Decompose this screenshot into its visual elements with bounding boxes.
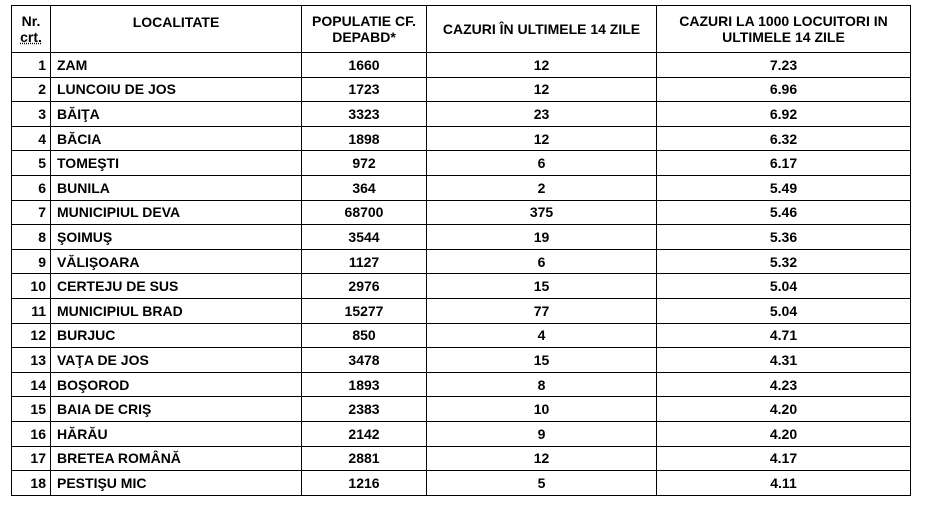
header-row — [12, 6, 911, 53]
cell-cazuri: 5 — [427, 471, 657, 496]
cell-rata: 6.17 — [657, 151, 911, 176]
table-row — [12, 53, 911, 78]
cell-populatie: 1660 — [302, 53, 427, 78]
cell-rata: 4.23 — [657, 372, 911, 397]
header-localitate: LOCALITATE — [51, 6, 302, 53]
cell-populatie: 364 — [302, 175, 427, 200]
table-row — [12, 372, 911, 397]
table-row — [12, 200, 911, 225]
cell-populatie: 15277 — [302, 298, 427, 323]
cell-cazuri: 4 — [427, 323, 657, 348]
cell-rata: 4.17 — [657, 446, 911, 471]
cell-localitate: BOŞOROD — [51, 372, 302, 397]
cell-cazuri: 8 — [427, 372, 657, 397]
cell-nr: 3 — [12, 102, 51, 127]
cell-localitate: ŞOIMUŞ — [51, 225, 302, 250]
cell-rata: 4.31 — [657, 348, 911, 373]
cell-cazuri: 12 — [427, 446, 657, 471]
cell-nr: 7 — [12, 200, 51, 225]
table-row — [12, 274, 911, 299]
table-row — [12, 421, 911, 446]
cell-localitate: HĂRĂU — [51, 421, 302, 446]
cell-nr: 2 — [12, 77, 51, 102]
cell-nr: 12 — [12, 323, 51, 348]
cell-localitate: TOMEŞTI — [51, 151, 302, 176]
cell-nr: 17 — [12, 446, 51, 471]
table-row — [12, 175, 911, 200]
cell-localitate: ZAM — [51, 53, 302, 78]
cell-populatie: 2383 — [302, 397, 427, 422]
cell-rata: 6.32 — [657, 126, 911, 151]
cell-nr: 10 — [12, 274, 51, 299]
cell-populatie: 3544 — [302, 225, 427, 250]
cell-localitate: BĂIŢA — [51, 102, 302, 127]
cell-nr: 1 — [12, 53, 51, 78]
cell-localitate: PESTIŞU MIC — [51, 471, 302, 496]
cell-cazuri: 6 — [427, 151, 657, 176]
cell-populatie: 1723 — [302, 77, 427, 102]
cell-localitate: BURJUC — [51, 323, 302, 348]
cell-nr: 11 — [12, 298, 51, 323]
cell-populatie: 850 — [302, 323, 427, 348]
cell-rata: 4.20 — [657, 421, 911, 446]
cell-cazuri: 15 — [427, 348, 657, 373]
cell-cazuri: 10 — [427, 397, 657, 422]
cell-localitate: VAŢA DE JOS — [51, 348, 302, 373]
cell-nr: 15 — [12, 397, 51, 422]
localities-table — [11, 5, 911, 496]
cell-populatie: 972 — [302, 151, 427, 176]
header-nr-line1: Nr. — [21, 13, 41, 29]
cell-populatie: 2881 — [302, 446, 427, 471]
cell-cazuri: 6 — [427, 249, 657, 274]
header-populatie: POPULATIE CF. DEPABD* — [302, 6, 427, 53]
cell-cazuri: 23 — [427, 102, 657, 127]
table-row — [12, 249, 911, 274]
cell-localitate: MUNICIPIUL BRAD — [51, 298, 302, 323]
cell-rata: 6.92 — [657, 102, 911, 127]
cell-localitate: BUNILA — [51, 175, 302, 200]
cell-nr: 6 — [12, 175, 51, 200]
cell-rata: 4.11 — [657, 471, 911, 496]
cell-localitate: MUNICIPIUL DEVA — [51, 200, 302, 225]
cell-populatie: 1898 — [302, 126, 427, 151]
cell-rata: 5.36 — [657, 225, 911, 250]
cell-localitate: BRETEA ROMÂNĂ — [51, 446, 302, 471]
cell-cazuri: 12 — [427, 53, 657, 78]
cell-cazuri: 12 — [427, 77, 657, 102]
cell-rata: 5.46 — [657, 200, 911, 225]
cell-nr: 13 — [12, 348, 51, 373]
cell-localitate: BAIA DE CRIŞ — [51, 397, 302, 422]
cell-cazuri: 375 — [427, 200, 657, 225]
cell-populatie: 2142 — [302, 421, 427, 446]
cell-populatie: 2976 — [302, 274, 427, 299]
table-row — [12, 102, 911, 127]
cell-rata: 5.49 — [657, 175, 911, 200]
header-nr — [12, 6, 51, 53]
cell-rata: 5.04 — [657, 274, 911, 299]
table-row — [12, 77, 911, 102]
cell-populatie: 3323 — [302, 102, 427, 127]
cell-nr: 9 — [12, 249, 51, 274]
cell-cazuri: 77 — [427, 298, 657, 323]
table-row — [12, 151, 911, 176]
cell-rata: 4.20 — [657, 397, 911, 422]
cell-rata: 6.96 — [657, 77, 911, 102]
cell-nr: 5 — [12, 151, 51, 176]
table-row — [12, 446, 911, 471]
cell-cazuri: 15 — [427, 274, 657, 299]
cell-cazuri: 12 — [427, 126, 657, 151]
cell-localitate: VĂLIŞOARA — [51, 249, 302, 274]
cell-populatie: 1893 — [302, 372, 427, 397]
cell-rata: 4.71 — [657, 323, 911, 348]
cell-localitate: CERTEJU DE SUS — [51, 274, 302, 299]
table-row — [12, 126, 911, 151]
table-row — [12, 348, 911, 373]
table-body — [12, 53, 911, 496]
cell-nr: 14 — [12, 372, 51, 397]
table-row — [12, 471, 911, 496]
header-cazuri: CAZURI ÎN ULTIMELE 14 ZILE — [427, 6, 657, 53]
table-row — [12, 298, 911, 323]
table-row — [12, 225, 911, 250]
header-rata: CAZURI LA 1000 LOCUITORI IN ULTIMELE 14 ZILE — [657, 6, 911, 53]
cell-cazuri: 19 — [427, 225, 657, 250]
cell-populatie: 1216 — [302, 471, 427, 496]
cell-nr: 4 — [12, 126, 51, 151]
table-row — [12, 323, 911, 348]
cell-nr: 18 — [12, 471, 51, 496]
cell-populatie: 68700 — [302, 200, 427, 225]
cell-localitate: LUNCOIU DE JOS — [51, 77, 302, 102]
cell-rata: 5.04 — [657, 298, 911, 323]
cell-cazuri: 9 — [427, 421, 657, 446]
table-header — [12, 6, 911, 53]
cell-nr: 16 — [12, 421, 51, 446]
header-nr-line2: crt. — [20, 29, 42, 45]
cell-rata: 5.32 — [657, 249, 911, 274]
table-row — [12, 397, 911, 422]
cell-populatie: 3478 — [302, 348, 427, 373]
cell-localitate: BĂCIA — [51, 126, 302, 151]
cell-rata: 7.23 — [657, 53, 911, 78]
cell-nr: 8 — [12, 225, 51, 250]
cell-populatie: 1127 — [302, 249, 427, 274]
cell-cazuri: 2 — [427, 175, 657, 200]
